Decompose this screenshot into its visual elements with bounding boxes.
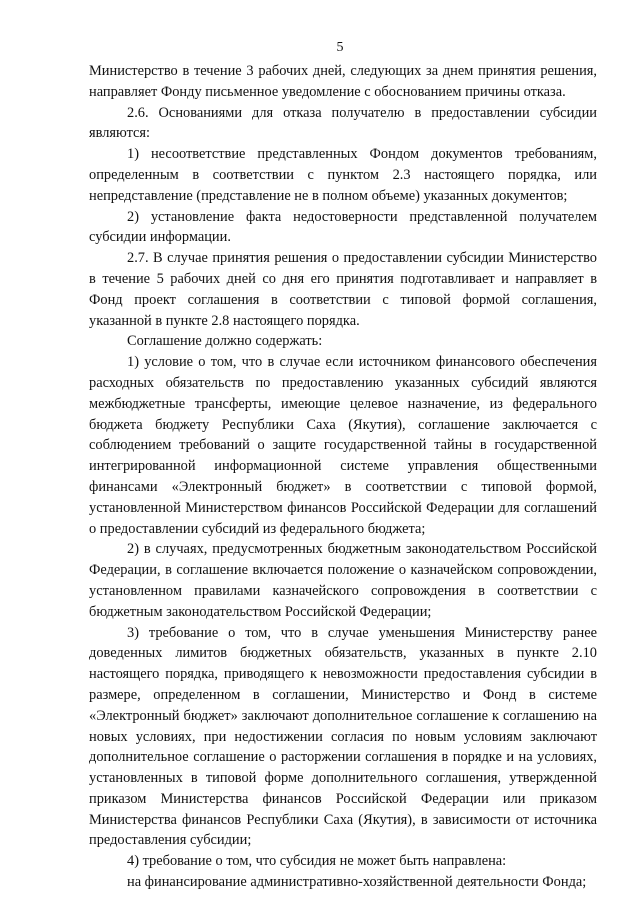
- paragraph-2-7: 2.7. В случае принятия решения о предоставлении субсидии Министерство в течение 5 рабочих дней со дня его принятия подготавливает и направляет в Фонд проект соглашения в соответствии с типовой формой соглашения, указанной в пункте 2.8 настоящего порядка.: [89, 250, 597, 329]
- paragraph-2-6: 2.6. Основаниями для отказа получателю в предоставлении субсидии являются:: [89, 104, 597, 142]
- paragraph-agreement-item-2: 2) в случаях, предусмотренных бюджетным законодательством Российской Федерации, в соглашение включается положение о казначейском сопровождении, установленном правилами казначейского сопровождения в соответствии с бюджетным законодательством Российской Федерации;: [89, 541, 597, 620]
- paragraph-2-6-item-1: 1) несоответствие представленных Фондом документов требованиям, определенным в соответствии с пунктом 2.3 настоящего порядка, или непредставление (представление не в полном объеме) указанных документов;: [89, 146, 597, 204]
- paragraph-agreement-intro: Соглашение должно содержать:: [127, 333, 323, 350]
- paragraph-continuation: Министерство в течение 3 рабочих дней, следующих за днем принятия решения, направляет Фонду письменное уведомление с обоснованием причины отказа.: [89, 63, 597, 100]
- paragraph-2-6-item-2: 2) установление факта недостоверности представленной получателем субсидии информации.: [89, 208, 597, 246]
- paragraph-agreement-item-4: 4) требование о том, что субсидия не может быть направлена:: [127, 853, 507, 870]
- paragraph-agreement-item-3: 3) требование о том, что в случае уменьшения Министерству ранее доведенных лимитов бюджетных обязательств, указанных в пункте 2.10 настоящего порядка, приводящего к невозможности предоставления субсидии в размере, определенном в соглашении, Министерство и Фонд в системе «Электронный бюджет» заключают дополнительное соглашение к соглашению на новых условиях, при недостижении согласия по новым условиям заключают дополнительное соглашение о расторжении соглашения в порядке и на условиях, установленных в типовой форме дополнительного соглашения, утвержденной приказом Министерства финансов Российской Федерации или приказом Министерства финансов Республики Саха (Якутия), в зависимости от источника предоставления субсидии;: [89, 624, 597, 849]
- document-body: [89, 61, 597, 893]
- page-number: 5: [336, 40, 344, 55]
- paragraph-agreement-item-4-sub: на финансирование административно-хозяйственной деятельности Фонда;: [127, 874, 587, 891]
- paragraph-agreement-item-1: 1) условие о том, что в случае если источником финансового обеспечения расходных обязательств по предоставлению указанных субсидий являются межбюджетные трансферты, имеющие целевое назначение, из федерального бюджета бюджету Республики Саха (Якутия), соглашение заключается с соблюдением требований о защите государственной тайны в государственной интегрированной информационной системе управления общественными финансами «Электронный бюджет» в соответствии с типовой формой, установленной Министерством финансов Российской Федерации для соглашений о предоставлении субсидий из федерального бюджета;: [89, 354, 597, 537]
